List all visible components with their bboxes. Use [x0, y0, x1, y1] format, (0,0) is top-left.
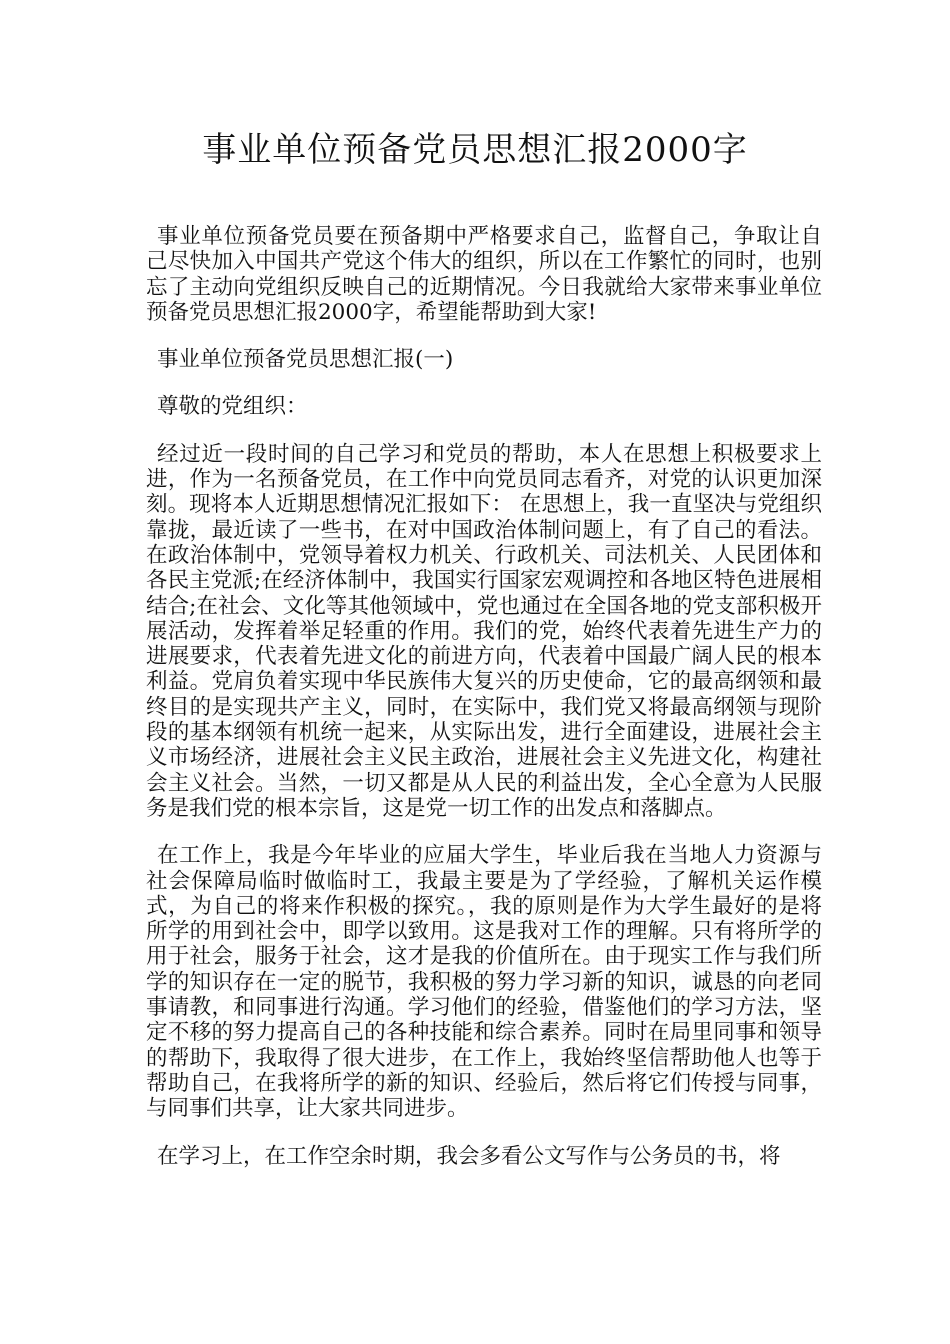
section-heading: 事业单位预备党员思想汇报(一) [157, 347, 454, 373]
intro-paragraph: 事业单位预备党员要在预备期中严格要求自己，监督自己，争取让自己尽快加入中国共产党这个伟大的组织，所以在工作繁忙的同时，也别忘了主动向党组织反映自己的近期情况。今日我就给大家带来事业单位预备党员思想汇报2000字，希望能帮助到大家! [146, 224, 822, 325]
study-paragraph: 在学习上，在工作空余时期，我会多看公文写作与公务员的书，将 [157, 1143, 781, 1169]
salutation: 尊敬的党组织： [157, 394, 308, 420]
document-title: 事业单位预备党员思想汇报2000字 [202, 130, 748, 170]
work-paragraph: 在工作上，我是今年毕业的应届大学生，毕业后我在当地人力资源与社会保障局临时做临时工，我最主要是为了学经验，了解机关运作模式，为自己的将来作积极的探究。，我的原则是作为大学生最好的是将所学的用到社会中，即学以致用。这是我对工作的理解。只有将所学的用于社会，服务于社会，这才是我的价值所在。由于现实工作与我们所学的知识存在一定的脱节，我积极的努力学习新的知识，诚恳的向老同事请教，和同事进行沟通。学习他们的经验，借鉴他们的学习方法，坚定不移的努力提高自己的各种技能和综合素养。同时在局里同事和领导的帮助下，我取得了很大进步，在工作上，我始终坚信帮助他人也等于帮助自己，在我将所学的新的知识、经验后，然后将它们传授与同事，与同事们共享，让大家共同进步。 [146, 843, 822, 1122]
thought-paragraph: 经过近一段时间的自己学习和党员的帮助，本人在思想上积极要求上进，作为一名预备党员，在工作中向党员同志看齐，对党的认识更加深刻。现将本人近期思想情况汇报如下： 在思想上，我一直坚决与党组织靠拢，最近读了一些书，在对中国政治体制问题上，有了自己的看法。在政治体制中，党领导着权力机关、行政机关、司法机关、人民团体和各民主党派;在经济体制中，我国实行国家宏观调控和各地区特色进展相结合;在社会、文化等其他领域中，党也通过在全国各地的党支部积极开展活动，发挥着举足轻重的作用。我们的党，始终代表着先进生产力的进展要求，代表着先进文化的前进方向，代表着中国最广阔人民的根本利益。党肩负着实现中华民族伟大复兴的历史使命，它的最高纲领和最终目的是实现共产主义，同时，在实际中，我们党又将最高纲领与现阶段的基本纲领有机统一起来，从实际出发，进行全面建设，进展社会主义市场经济，进展社会主义民主政治，进展社会主义先进文化，构建社会主义社会。当然，一切又都是从人民的利益出发，全心全意为人民服务是我们党的根本宗旨，这是党一切工作的出发点和落脚点。 [146, 441, 822, 821]
document-body [146, 224, 822, 1191]
